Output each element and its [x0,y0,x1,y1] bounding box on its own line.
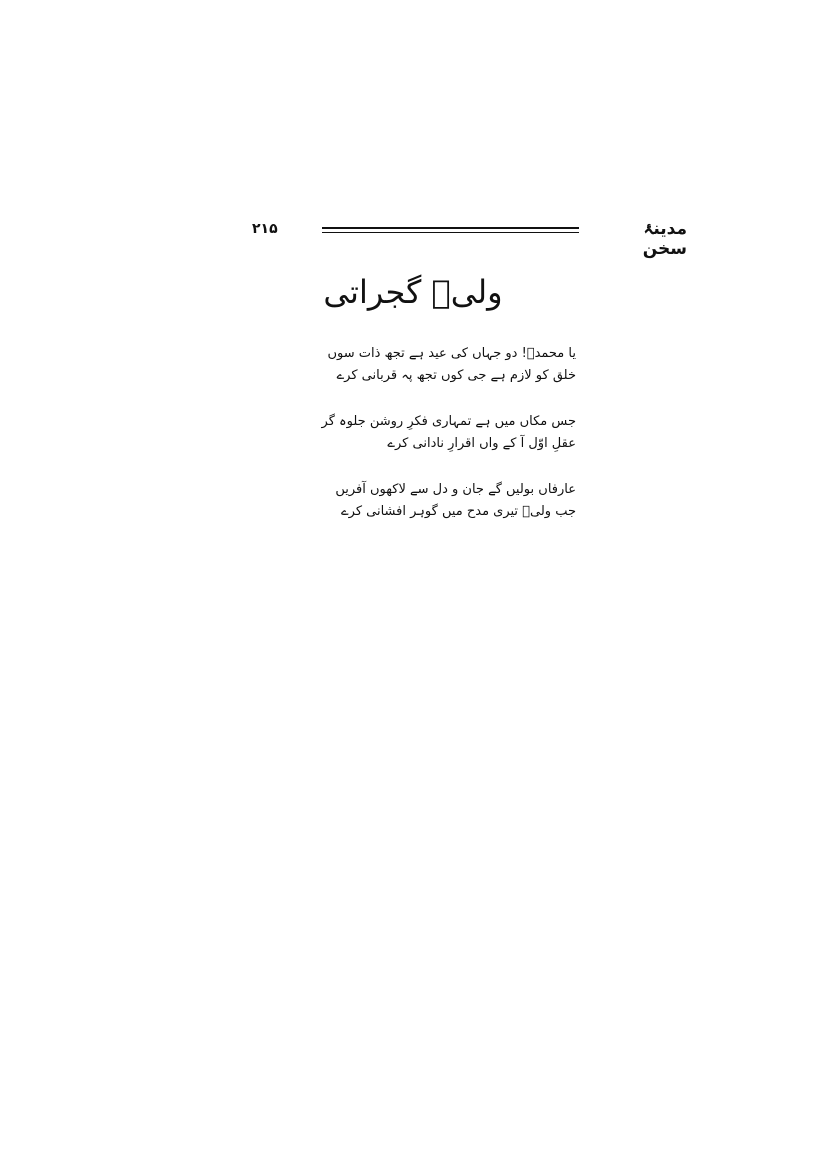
couplet [327,343,576,387]
poet-name: ولیؔ گجراتی [323,273,503,311]
couplet [321,411,576,455]
verse-line: جس مکاں میں ہے تمہاری فکرِ روشن جلوہ گر [321,414,576,429]
couplet [335,479,576,523]
header-double-rule [322,227,579,233]
verse-line: عارفاں بولیں گے جان و دل سے لاکھوں آفریں [335,482,576,497]
verse-line: جب ولیؔ تیری مدح میں گوہر افشانی کرے [341,504,576,519]
page-number: ۲۱۵ [252,221,278,237]
verse-line: عقلِ اوّل آ کے واں اقرارِ نادانی کرے [387,436,576,451]
poem-body [321,343,576,547]
verse-line: یا محمدؐ! دو جہاں کی عید ہے تجھ ذات سوں [327,346,576,361]
book-title: مدینۂ سخن [642,219,687,259]
verse-line: خلق کو لازم ہے جی کوں تجھ پہ قربانی کرے [336,368,576,383]
